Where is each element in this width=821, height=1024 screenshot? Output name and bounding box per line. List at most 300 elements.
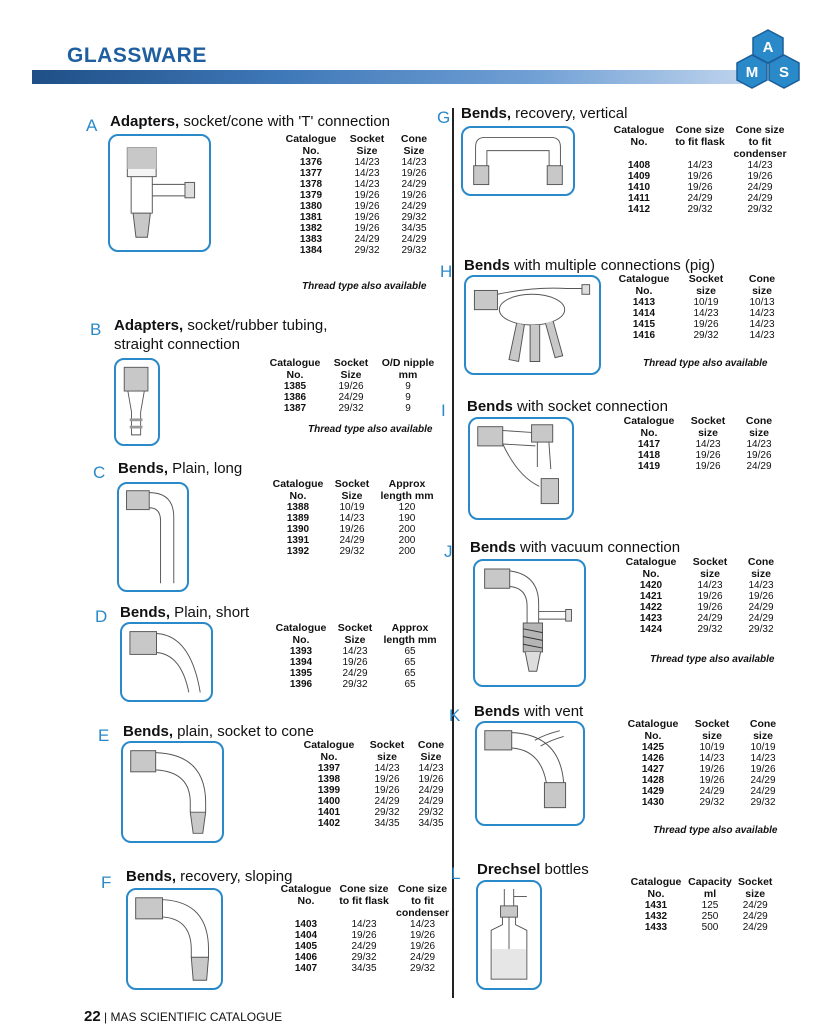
table-cell: 34/35 — [351, 963, 377, 974]
table-row — [608, 171, 790, 182]
table-cell: 1429 — [641, 786, 665, 797]
table-row — [277, 919, 452, 930]
table-cell: 19/26 — [339, 524, 365, 535]
table-header-cell: Cone size to fit condenser — [733, 124, 787, 160]
table-cell: 65 — [404, 679, 416, 690]
table-cell: 65 — [404, 668, 416, 679]
table-cell: 1382 — [299, 223, 323, 234]
section-title-j: Bends with vacuum connection — [470, 539, 681, 556]
table-cell: 24/29 — [401, 201, 427, 212]
table-row — [280, 201, 436, 212]
table-cell: 14/23 — [695, 439, 721, 450]
table-cell: 1407 — [294, 963, 318, 974]
footer-separator: | — [104, 1010, 108, 1024]
table-row — [627, 922, 775, 933]
table-cell: 24/29 — [342, 668, 368, 679]
table-cell: 14/23 — [418, 763, 444, 774]
table-cell: 1413 — [632, 297, 656, 308]
table-header-cell: Cone size — [748, 273, 776, 297]
table-cell: 24/29 — [374, 796, 400, 807]
section-title-e: Bends, plain, socket to cone — [123, 723, 314, 740]
table-header-cell: Cone Size — [417, 739, 445, 763]
table-cell: 1425 — [641, 742, 665, 753]
table-cell: 29/32 — [374, 807, 400, 818]
table-cell: 1383 — [299, 234, 323, 245]
svg-text:S: S — [778, 64, 790, 81]
section-letter-d: D — [95, 607, 108, 626]
page-footer — [84, 1008, 282, 1024]
table-row — [298, 807, 448, 818]
table-cell: 24/29 — [742, 900, 768, 911]
table-header-cell: Cone size to fit flask — [339, 883, 389, 907]
table-cell: 1421 — [639, 591, 663, 602]
table-cell: 1376 — [299, 157, 323, 168]
table-cell: 1379 — [299, 190, 323, 201]
table-cell: 14/23 — [410, 919, 436, 930]
table-cell: 19/26 — [687, 182, 713, 193]
table-cell: 1414 — [632, 308, 656, 319]
section-letter-c: C — [93, 463, 106, 482]
table-row — [618, 461, 782, 472]
table-row — [277, 930, 452, 941]
section-title-h: Bends with multiple connections (pig) — [464, 257, 715, 274]
table-cell: 1411 — [628, 193, 650, 204]
table-cell: 1392 — [286, 546, 310, 557]
table-cell: 1410 — [627, 182, 651, 193]
table-cell: 24/29 — [697, 613, 723, 624]
table-cell: 19/26 — [695, 450, 721, 461]
table-row — [264, 403, 440, 414]
table-cell: 24/29 — [699, 786, 725, 797]
table-row — [622, 797, 786, 808]
product-image-drechsel-bottle — [476, 880, 542, 990]
section-title-c: Bends, Plain, long — [118, 460, 243, 477]
table-header-cell: Catalogue No. — [272, 478, 324, 502]
table-header-cell: Catalogue No. — [630, 876, 682, 900]
table-cell: 190 — [398, 513, 416, 524]
table-cell: 1424 — [639, 624, 663, 635]
table-cell: 24/29 — [339, 535, 365, 546]
table-cell: 65 — [404, 657, 416, 668]
table-cell: 29/32 — [693, 330, 719, 341]
table-row — [277, 963, 452, 974]
table-cell: 14/23 — [749, 308, 775, 319]
table-cell: 10/19 — [699, 742, 725, 753]
table-cell: 14/23 — [748, 580, 774, 591]
table-row — [298, 796, 448, 807]
table-cell: 1377 — [299, 168, 323, 179]
table-cell: 24/29 — [746, 461, 772, 472]
table-header-cell: Cone size to fit flask — [675, 124, 725, 148]
table-cell: 14/23 — [749, 319, 775, 330]
table-cell: 9 — [405, 381, 411, 392]
table-cell: 24/29 — [338, 392, 364, 403]
table-cell: 24/29 — [401, 179, 427, 190]
table-header-cell: Catalogue No. — [623, 415, 675, 439]
table-cell: 29/32 — [338, 403, 364, 414]
spec-table-b — [264, 357, 440, 414]
table-row — [280, 223, 436, 234]
section-title-k: Bends with vent — [474, 703, 584, 720]
table-cell: 34/35 — [401, 223, 427, 234]
table-cell: 1394 — [289, 657, 313, 668]
table-row — [277, 952, 452, 963]
table-cell: 34/35 — [418, 818, 444, 829]
table-cell: 19/26 — [697, 602, 723, 613]
table-cell: 1404 — [294, 930, 318, 941]
table-cell: 125 — [701, 900, 719, 911]
table-cell: 10/13 — [749, 297, 775, 308]
table-row — [608, 182, 790, 193]
section-letter-b: B — [90, 320, 102, 339]
table-header-cell: Catalogue No. — [625, 556, 677, 580]
table-row — [280, 179, 436, 190]
table-cell: 24/29 — [747, 182, 773, 193]
table-cell: 14/23 — [693, 308, 719, 319]
table-row — [622, 742, 786, 753]
svg-text:M: M — [745, 64, 759, 81]
table-cell: 120 — [398, 502, 416, 513]
table-cell: 24/29 — [747, 193, 773, 204]
table-cell: 19/26 — [750, 764, 776, 775]
product-image-bend-vacuum — [473, 559, 586, 687]
table-cell: 19/26 — [351, 930, 377, 941]
table-cell: 24/29 — [351, 941, 377, 952]
table-cell: 1387 — [283, 403, 307, 414]
table-cell: 24/29 — [401, 234, 427, 245]
product-image-bend-vent — [475, 721, 585, 826]
section-letter-e: E — [98, 726, 110, 745]
table-cell: 19/26 — [699, 764, 725, 775]
spec-table-k — [622, 718, 786, 808]
product-image-bend-socket-connection — [468, 417, 574, 520]
section-letter-h: H — [440, 262, 453, 281]
table-cell: 24/29 — [742, 911, 768, 922]
table-cell: 1401 — [317, 807, 341, 818]
table-cell: 29/32 — [354, 245, 380, 256]
table-row — [267, 513, 439, 524]
section-letter-j: J — [444, 542, 453, 561]
section-letter-g: G — [437, 108, 451, 127]
table-row — [280, 234, 436, 245]
table-header-cell: Socket Size — [337, 622, 373, 646]
table-row — [267, 524, 439, 535]
table-cell: 14/23 — [354, 157, 380, 168]
table-row — [280, 190, 436, 201]
table-cell: 24/29 — [687, 193, 713, 204]
table-row — [267, 546, 439, 557]
page-number: 22 — [84, 1008, 101, 1024]
table-cell: 14/23 — [351, 919, 377, 930]
section-letter-l: L — [451, 864, 461, 883]
table-row — [264, 381, 440, 392]
table-header-cell: Socket Size — [333, 357, 369, 381]
table-row — [298, 785, 448, 796]
table-cell: 14/23 — [750, 753, 776, 764]
spec-table-h — [613, 273, 787, 341]
table-cell: 19/26 — [695, 461, 721, 472]
table-cell: 24/29 — [748, 613, 774, 624]
table-cell: 29/32 — [342, 679, 368, 690]
table-row — [270, 679, 442, 690]
table-cell: 14/23 — [354, 168, 380, 179]
table-cell: 1393 — [289, 646, 313, 657]
table-cell: 19/26 — [354, 223, 380, 234]
table-row — [267, 502, 439, 513]
table-cell: 1408 — [627, 160, 651, 171]
svg-text:A: A — [762, 39, 774, 56]
table-cell: 24/29 — [354, 234, 380, 245]
table-cell: 1423 — [639, 613, 663, 624]
table-header-cell: Catalogue No. — [613, 124, 665, 148]
table-cell: 24/29 — [750, 775, 776, 786]
table-cell: 29/32 — [697, 624, 723, 635]
table-cell: 1396 — [289, 679, 313, 690]
table-header-cell: Capacity ml — [688, 876, 732, 900]
table-cell: 34/35 — [374, 818, 400, 829]
table-cell: 1403 — [294, 919, 318, 930]
table-cell: 29/32 — [750, 797, 776, 808]
table-cell: 14/23 — [374, 763, 400, 774]
table-row — [267, 535, 439, 546]
table-cell: 19/26 — [748, 591, 774, 602]
table-row — [608, 193, 790, 204]
section-title-f: Bends, recovery, sloping — [126, 868, 293, 885]
table-cell: 29/32 — [699, 797, 725, 808]
table-cell: 1378 — [299, 179, 323, 190]
spec-table-i — [618, 415, 782, 472]
product-image-adapter-t — [108, 134, 211, 252]
table-header-cell: Catalogue No. — [618, 273, 670, 297]
table-cell: 1415 — [632, 319, 656, 330]
table-cell: 19/26 — [687, 171, 713, 182]
table-row — [280, 157, 436, 168]
table-header-cell: Socket size — [738, 876, 773, 900]
table-row — [280, 245, 436, 256]
table-cell: 29/32 — [351, 952, 377, 963]
table-cell: 19/26 — [374, 774, 400, 785]
product-image-bend-short — [120, 622, 213, 702]
table-cell: 24/29 — [750, 786, 776, 797]
table-cell: 1385 — [283, 381, 307, 392]
table-header-cell: Socket Size — [334, 478, 370, 502]
table-header-cell: Cone Size — [400, 133, 428, 157]
table-cell: 1426 — [641, 753, 665, 764]
table-cell: 1427 — [641, 764, 665, 775]
table-row — [613, 308, 787, 319]
table-cell: 1430 — [641, 797, 665, 808]
section-title-g: Bends, recovery, vertical — [461, 105, 628, 122]
spec-table-d — [270, 622, 442, 690]
table-row — [620, 580, 784, 591]
table-cell: 29/32 — [410, 963, 436, 974]
section-letter-f: F — [101, 873, 112, 892]
section-letter-a: A — [86, 116, 98, 135]
spec-table-j — [620, 556, 784, 635]
table-cell: 19/26 — [342, 657, 368, 668]
table-row — [298, 763, 448, 774]
table-cell: 14/23 — [699, 753, 725, 764]
table-row — [618, 439, 782, 450]
table-header-cell: Cone size — [749, 718, 777, 742]
table-header-cell: Approx length mm — [383, 622, 437, 646]
product-image-bend-socket-cone — [121, 741, 224, 843]
table-header-cell: Catalogue No. — [303, 739, 355, 763]
thread-note-k: Thread type also available — [653, 825, 778, 836]
mas-logo — [733, 28, 803, 98]
table-row — [270, 668, 442, 679]
table-cell: 14/23 — [746, 439, 772, 450]
table-row — [608, 204, 790, 215]
table-cell: 1398 — [317, 774, 341, 785]
table-row — [298, 818, 448, 829]
table-cell: 1389 — [286, 513, 310, 524]
spec-table-a — [280, 133, 436, 256]
table-cell: 1420 — [639, 580, 663, 591]
page-title: GLASSWARE — [67, 44, 207, 67]
table-row — [622, 764, 786, 775]
table-row — [622, 786, 786, 797]
table-cell: 24/29 — [418, 796, 444, 807]
table-cell: 1384 — [299, 245, 323, 256]
table-row — [620, 613, 784, 624]
table-cell: 10/19 — [339, 502, 365, 513]
table-cell: 500 — [701, 922, 719, 933]
table-cell: 19/26 — [699, 775, 725, 786]
table-cell: 19/26 — [746, 450, 772, 461]
table-header-cell: Socket Size — [349, 133, 385, 157]
table-row — [620, 591, 784, 602]
table-cell: 1406 — [294, 952, 318, 963]
table-cell: 29/32 — [401, 245, 427, 256]
thread-note-j: Thread type also available — [650, 654, 775, 665]
table-header-cell: Catalogue No. — [275, 622, 327, 646]
table-cell: 14/23 — [339, 513, 365, 524]
table-cell: 1432 — [644, 911, 668, 922]
table-cell: 200 — [398, 546, 416, 557]
table-header-cell: Approx length mm — [380, 478, 434, 502]
table-header-cell: Catalogue No. — [269, 357, 321, 381]
table-header-cell: Socket size — [692, 556, 728, 580]
table-cell: 24/29 — [748, 602, 774, 613]
table-cell: 200 — [398, 524, 416, 535]
table-header-cell: Cone size — [745, 415, 773, 439]
table-cell: 1402 — [317, 818, 341, 829]
table-header-cell: O/D nipple mm — [381, 357, 435, 381]
section-letter-i: I — [441, 401, 446, 420]
table-cell: 19/26 — [747, 171, 773, 182]
thread-note-a: Thread type also available — [302, 281, 427, 292]
product-image-bend-long — [117, 482, 189, 592]
table-cell: 19/26 — [354, 190, 380, 201]
table-header-cell: Catalogue No. — [280, 883, 332, 907]
table-row — [270, 657, 442, 668]
table-row — [613, 319, 787, 330]
spec-table-l — [627, 876, 775, 933]
table-cell: 19/26 — [374, 785, 400, 796]
table-header-cell: Socket size — [688, 273, 724, 297]
table-cell: 1397 — [317, 763, 341, 774]
table-cell: 1380 — [299, 201, 323, 212]
table-cell: 1395 — [289, 668, 313, 679]
spec-table-c — [267, 478, 439, 557]
table-cell: 1400 — [317, 796, 341, 807]
table-row — [622, 775, 786, 786]
product-image-bend-recovery-vertical — [461, 126, 575, 196]
spec-table-g — [608, 124, 790, 215]
table-cell: 1418 — [637, 450, 661, 461]
table-header-cell: Socket size — [690, 415, 726, 439]
table-header-cell: Cone size — [747, 556, 775, 580]
thread-note-h: Thread type also available — [643, 358, 768, 369]
table-cell: 14/23 — [747, 160, 773, 171]
table-cell: 14/23 — [749, 330, 775, 341]
table-cell: 1417 — [637, 439, 661, 450]
table-cell: 14/23 — [342, 646, 368, 657]
table-cell: 1419 — [637, 461, 661, 472]
table-cell: 14/23 — [354, 179, 380, 190]
table-row — [620, 602, 784, 613]
table-row — [622, 753, 786, 764]
table-cell: 19/26 — [410, 930, 436, 941]
table-cell: 29/32 — [687, 204, 713, 215]
table-cell: 19/26 — [354, 212, 380, 223]
table-cell: 1390 — [286, 524, 310, 535]
table-cell: 1416 — [632, 330, 656, 341]
table-cell: 250 — [701, 911, 719, 922]
section-title-l: Drechsel bottles — [477, 861, 589, 878]
table-cell: 1399 — [317, 785, 341, 796]
table-cell: 1381 — [299, 212, 323, 223]
table-cell: 19/26 — [410, 941, 436, 952]
table-cell: 1433 — [644, 922, 668, 933]
thread-note-b: Thread type also available — [308, 424, 433, 435]
product-image-bend-pig — [464, 275, 601, 375]
spec-table-e — [298, 739, 448, 829]
table-row — [613, 297, 787, 308]
table-cell: 19/26 — [693, 319, 719, 330]
table-cell: 29/32 — [339, 546, 365, 557]
header-bar — [32, 70, 742, 84]
table-row — [627, 911, 775, 922]
section-title-i: Bends with socket connection — [467, 398, 668, 415]
table-cell: 10/19 — [750, 742, 776, 753]
table-cell: 29/32 — [747, 204, 773, 215]
table-cell: 1405 — [294, 941, 318, 952]
table-cell: 29/32 — [401, 212, 427, 223]
product-image-bend-recovery-sloping — [126, 888, 223, 990]
table-cell: 1409 — [627, 171, 651, 182]
table-cell: 10/19 — [693, 297, 719, 308]
table-cell: 19/26 — [697, 591, 723, 602]
section-title-a: Adapters, socket/cone with 'T' connection — [110, 113, 391, 130]
table-cell: 29/32 — [418, 807, 444, 818]
table-row — [608, 160, 790, 171]
table-cell: 24/29 — [742, 922, 768, 933]
table-row — [618, 450, 782, 461]
table-row — [627, 900, 775, 911]
table-cell: 19/26 — [401, 190, 427, 201]
table-cell: 19/26 — [338, 381, 364, 392]
table-header-cell: Cone size to fit condenser — [396, 883, 450, 919]
table-cell: 1388 — [286, 502, 310, 513]
table-header-cell: Socket size — [694, 718, 730, 742]
table-cell: 200 — [398, 535, 416, 546]
footer-catalogue: MAS SCIENTIFIC CATALOGUE — [110, 1010, 283, 1024]
table-row — [277, 941, 452, 952]
table-cell: 1431 — [644, 900, 668, 911]
table-cell: 14/23 — [687, 160, 713, 171]
